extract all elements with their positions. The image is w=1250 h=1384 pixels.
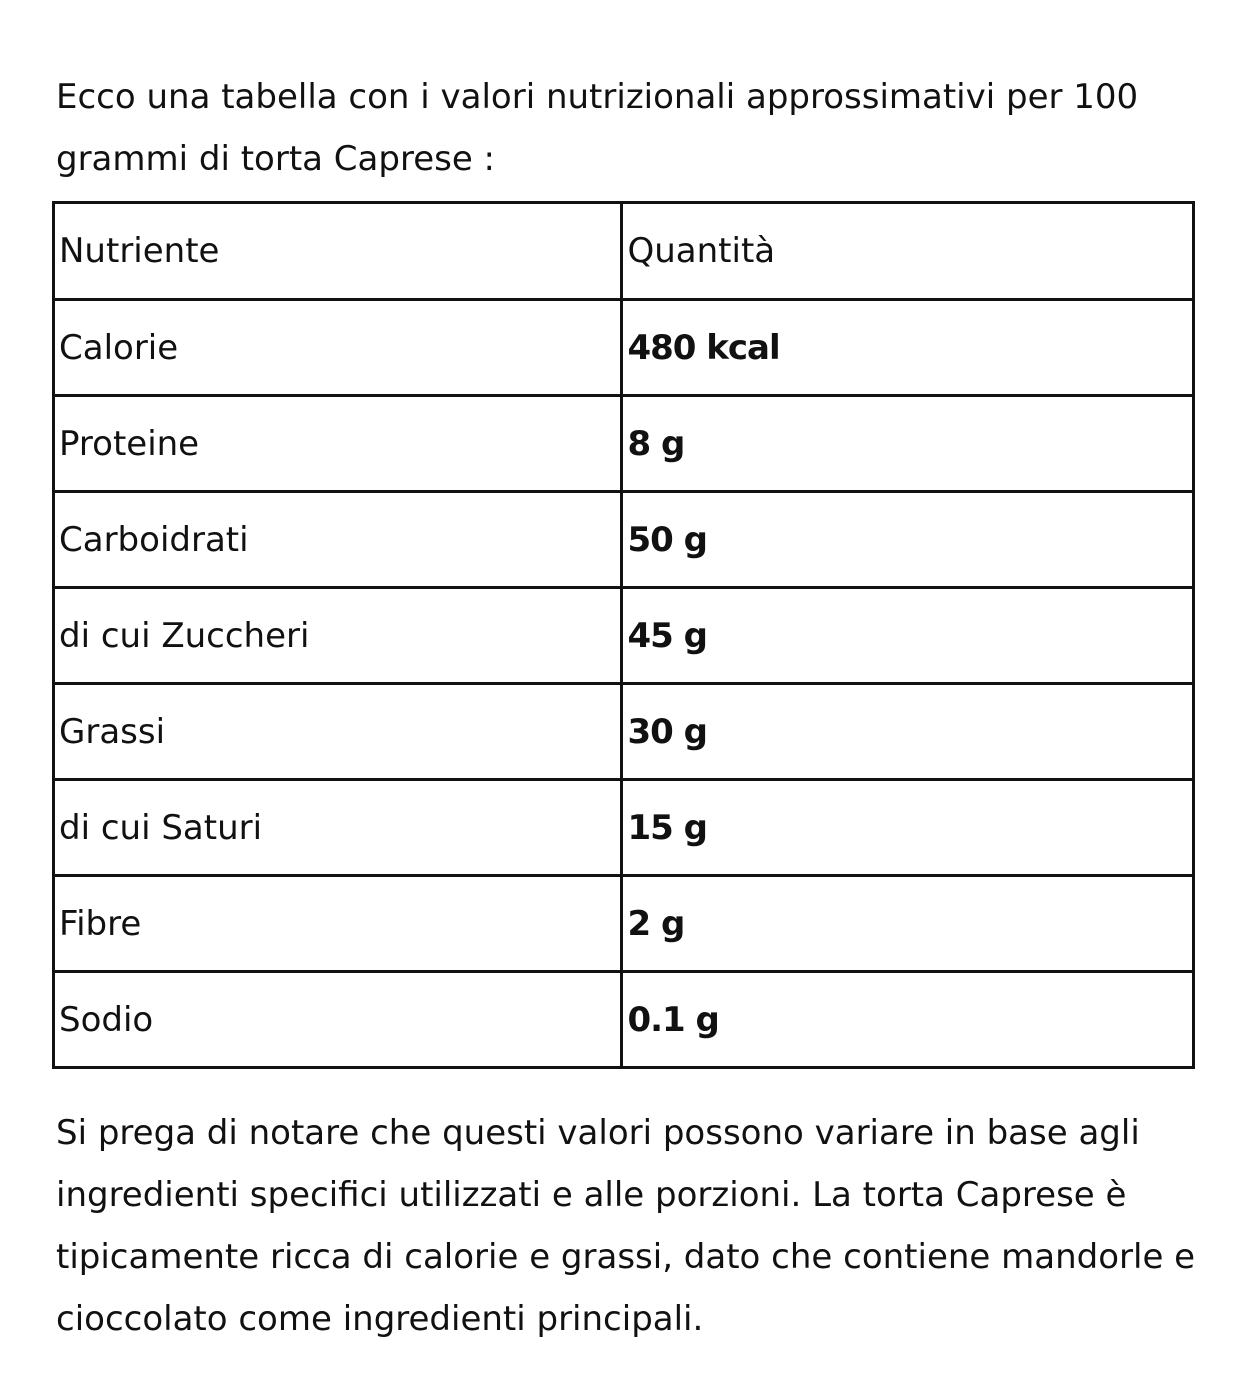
table-row [54,396,1194,492]
table-header-row [54,203,1194,300]
note-line-3: tipicamente ricca di calorie e grassi, dato che contiene mandorle e [56,1237,1196,1277]
note-line-1: Si prega di notare che questi valori possono variare in base agli [56,1113,1140,1153]
intro-line-2: grammi di torta Caprese : [56,139,496,179]
nutrient-cell: Proteine [54,396,622,492]
header-quantity: Quantità [622,203,1194,300]
nutrient-cell: di cui Saturi [54,780,622,876]
table-row [54,972,1194,1068]
quantity-cell: 30 g [622,684,1194,780]
table-row [54,300,1194,396]
header-nutrient: Nutriente [54,203,622,300]
quantity-cell: 0.1 g [622,972,1194,1068]
intro-line-1: Ecco una tabella con i valori nutrizionali approssimativi per 100 [56,77,1139,117]
quantity-cell: 15 g [622,780,1194,876]
nutrient-cell: Grassi [54,684,622,780]
intro-paragraph [56,66,1196,190]
nutrient-cell: Calorie [54,300,622,396]
quantity-cell: 50 g [622,492,1194,588]
note-line-4: cioccolato come ingredienti principali. [56,1299,704,1339]
table-row [54,588,1194,684]
quantity-cell: 480 kcal [622,300,1194,396]
nutrient-cell: Carboidrati [54,492,622,588]
table-row [54,684,1194,780]
quantity-cell: 45 g [622,588,1194,684]
nutrient-cell: Sodio [54,972,622,1068]
table-row [54,492,1194,588]
nutrient-cell: Fibre [54,876,622,972]
nutrient-cell: di cui Zuccheri [54,588,622,684]
quantity-cell: 8 g [622,396,1194,492]
table-row [54,780,1194,876]
note-line-2: ingredienti specifici utilizzati e alle porzioni. La torta Caprese è [56,1175,1127,1215]
note-paragraph [56,1102,1206,1350]
quantity-cell: 2 g [622,876,1194,972]
nutrition-table [52,201,1195,1069]
table-row [54,876,1194,972]
